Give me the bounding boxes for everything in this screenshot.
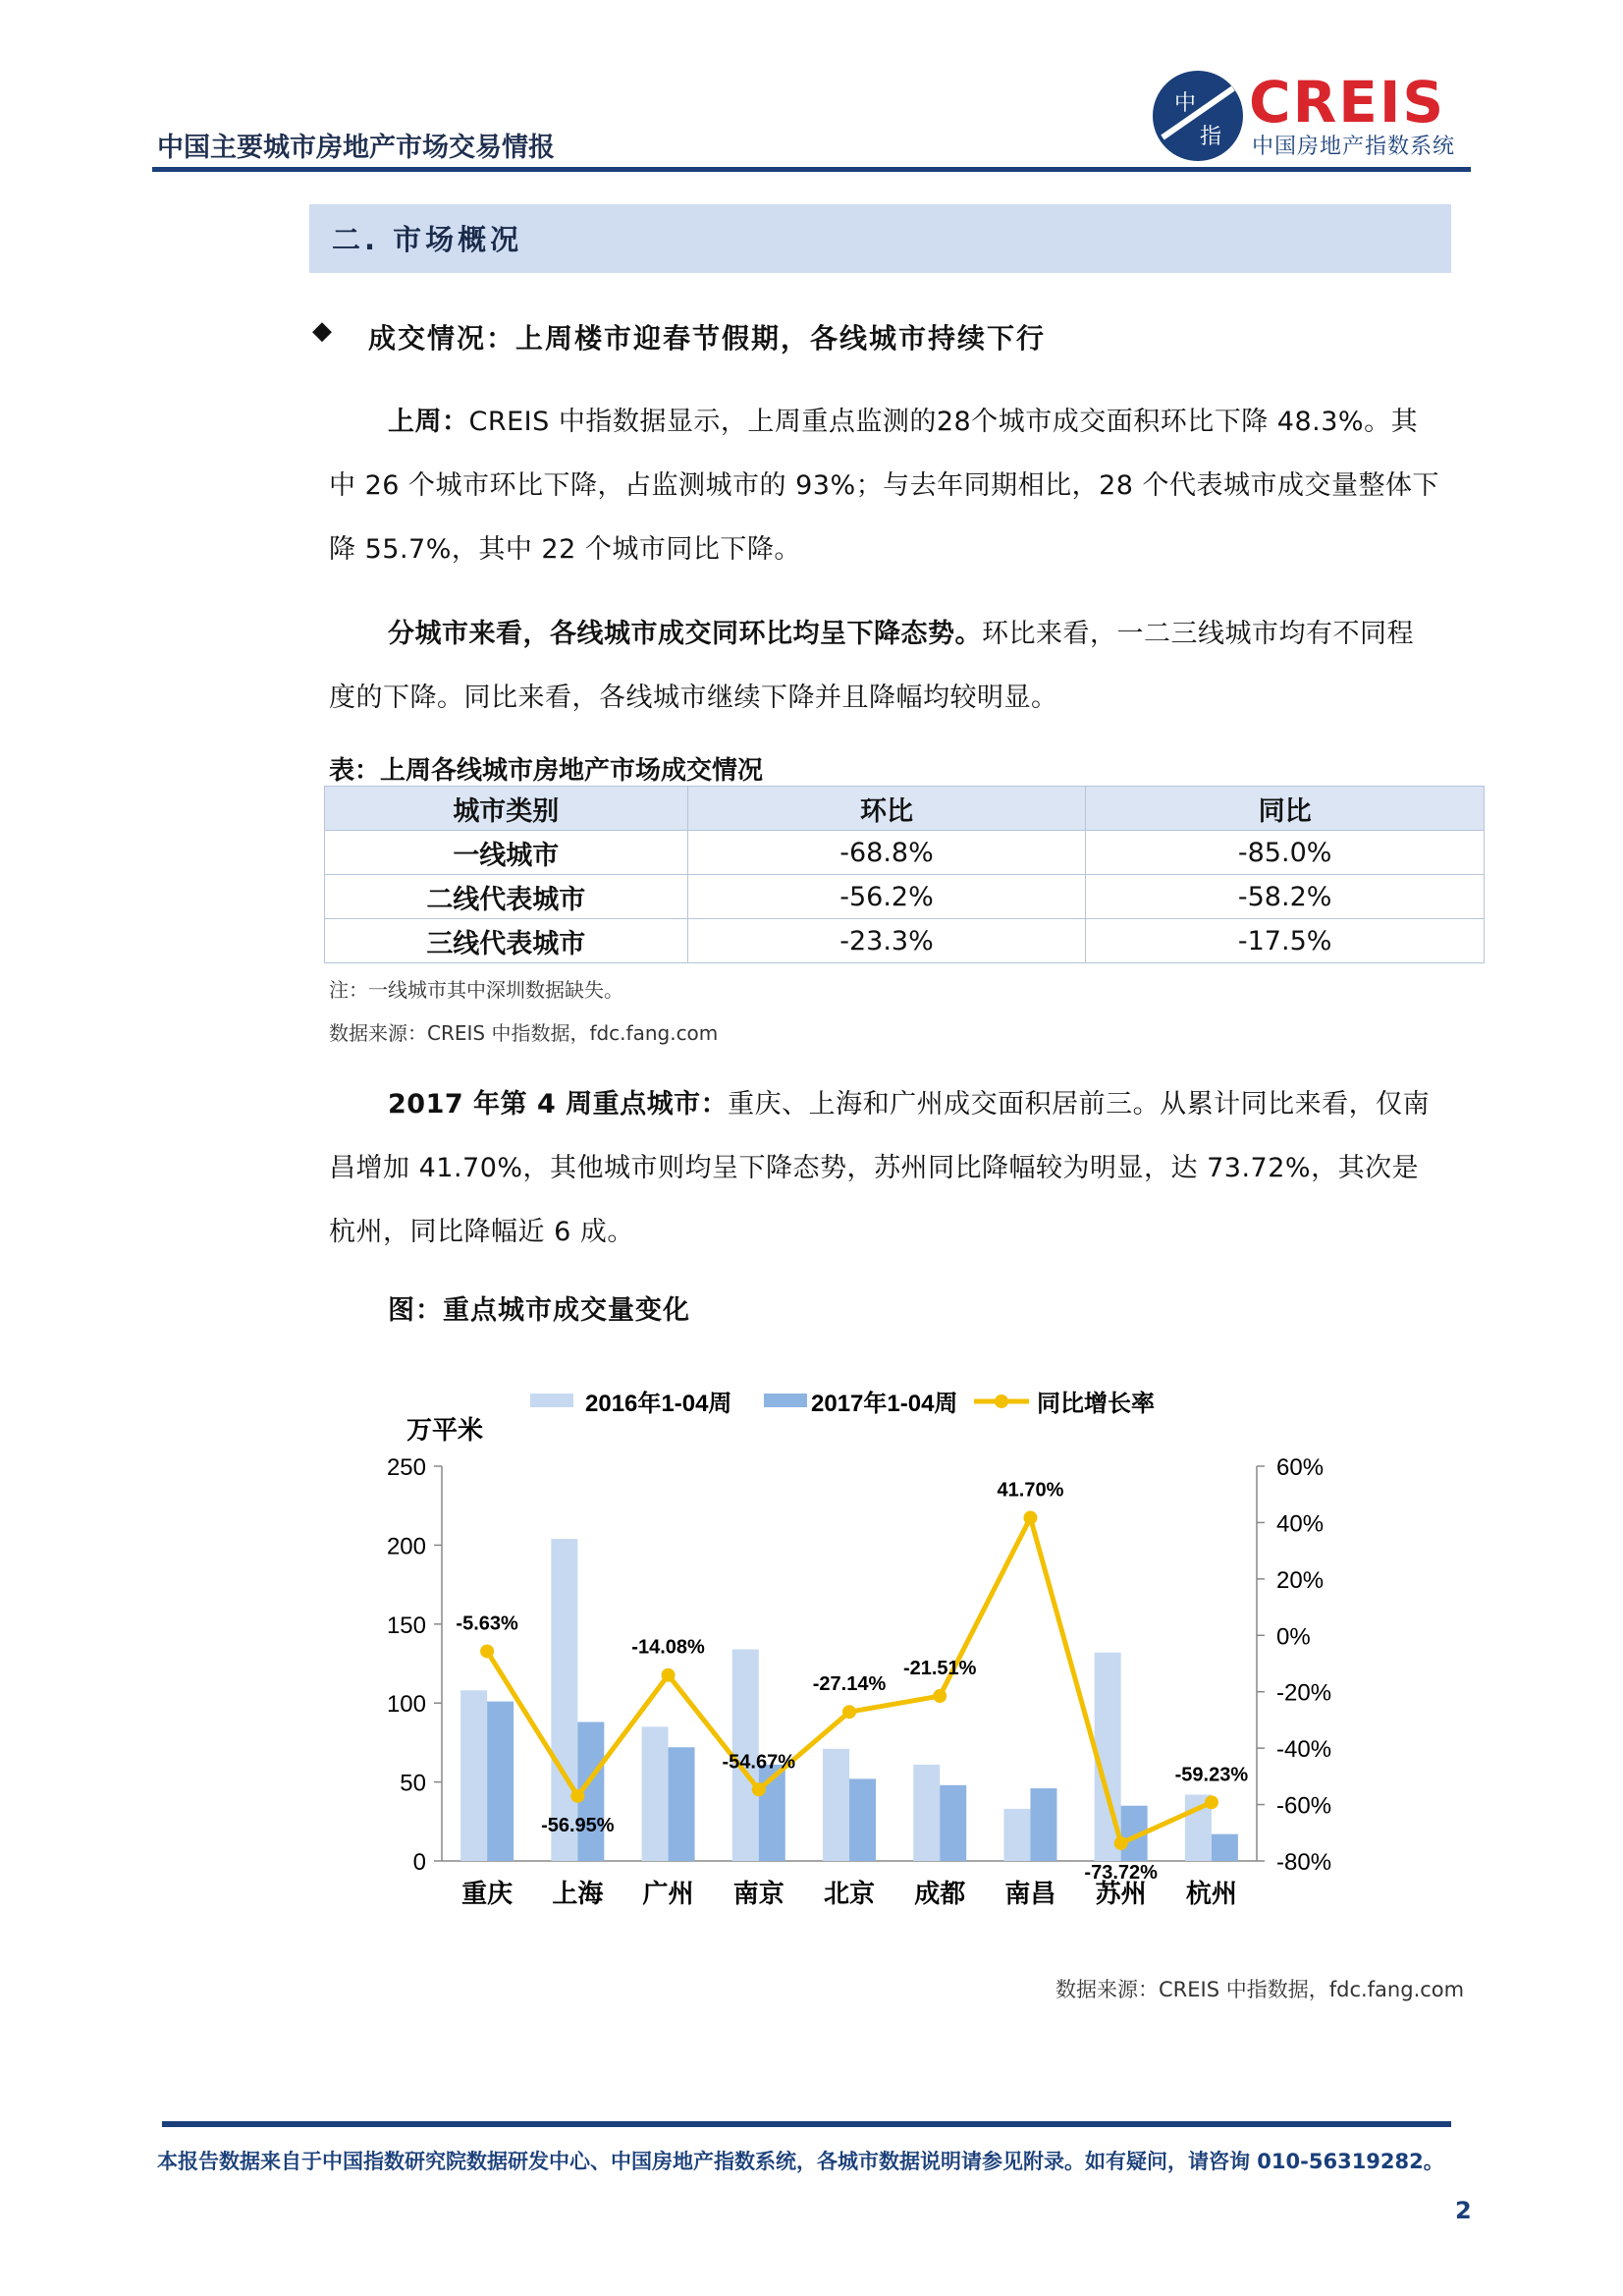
table-header: 同比: [1086, 787, 1485, 831]
bar-2017: [487, 1702, 514, 1861]
header-divider: [152, 167, 1471, 172]
bar-2017: [940, 1785, 966, 1861]
y-tick-label: 0: [412, 1849, 426, 1876]
category-label: 南昌: [1004, 1879, 1056, 1908]
growth-rate-point: [480, 1644, 494, 1658]
bar-2016: [1003, 1809, 1030, 1861]
paragraph-weekly: [329, 390, 1458, 581]
category-label: 成都: [914, 1879, 966, 1908]
bar-2016: [823, 1749, 849, 1861]
y2-tick-label: 60%: [1276, 1454, 1325, 1481]
chart-source: 数据来源：CREIS 中指数据，fdc.fang.com: [1055, 1978, 1465, 2001]
para2-line1: 环比来看，一二三线城市均有不同程: [982, 619, 1414, 649]
growth-rate-point: [842, 1705, 856, 1719]
growth-rate-point: [1114, 1836, 1128, 1850]
page-number: 2: [1455, 2197, 1472, 2224]
growth-rate-point: [570, 1789, 584, 1803]
table-cell: -23.3%: [687, 919, 1086, 963]
table-source: 数据来源：CREIS 中指数据，fdc.fang.com: [329, 1021, 719, 1045]
category-label: 重庆: [461, 1879, 514, 1908]
legend-label-2017: 2017年1-04周: [811, 1391, 958, 1417]
y2-tick-label: -40%: [1276, 1736, 1332, 1764]
table-header-row: [325, 787, 1485, 831]
legend-marker-growth: [995, 1394, 1008, 1408]
logo-subtitle: 中国房地产指数系统: [1252, 135, 1456, 159]
y2-tick-label: -80%: [1276, 1849, 1332, 1876]
para3-lead: 2017 年第 4 周重点城市：: [388, 1089, 729, 1120]
growth-rate-point: [752, 1782, 766, 1796]
figure-caption: 图：重点城市成交量变化: [388, 1295, 690, 1326]
footer-disclaimer: 本报告数据来自于中国指数研究院数据研发中心、中国房地产指数系统，各城市数据说明请参见附录。如有疑问，请咨询 010-56319282。: [157, 2150, 1444, 2173]
table-row: [325, 875, 1485, 919]
creis-logo-icon: [1149, 67, 1247, 165]
subheading: 成交情况：上周楼市迎春节假期，各线城市持续下行: [368, 322, 1047, 355]
bar-2016: [913, 1765, 940, 1861]
table-note: 注：一线城市其中深圳数据缺失。: [329, 978, 623, 1002]
growth-rate-label: -5.63%: [456, 1613, 518, 1635]
legend-swatch-2017: [764, 1394, 807, 1407]
y2-tick-label: -60%: [1276, 1792, 1332, 1820]
para1-line2: 中 26 个城市环比下降，占监测城市的 93%；与去年同期相比，28 个代表城市成交量整体下: [329, 470, 1440, 501]
growth-rate-label: 41.70%: [997, 1479, 1064, 1502]
table-cell: -56.2%: [687, 875, 1086, 919]
y-tick-label: 200: [386, 1533, 426, 1560]
table-cell: 三线代表城市: [325, 919, 688, 963]
growth-rate-point: [1023, 1511, 1037, 1525]
category-label: 苏州: [1095, 1879, 1147, 1908]
category-label: 杭州: [1185, 1879, 1237, 1908]
legend-label-growth: 同比增长率: [1037, 1391, 1155, 1417]
bar-2017: [1030, 1788, 1056, 1861]
legend-label-2016: 2016年1-04周: [585, 1391, 732, 1417]
legend-swatch-2016: [530, 1394, 573, 1407]
bar-2017: [669, 1747, 695, 1861]
y-tick-label: 50: [400, 1770, 426, 1797]
category-label: 广州: [642, 1879, 694, 1908]
growth-rate-label: -14.08%: [631, 1636, 705, 1659]
table-row: [325, 831, 1485, 875]
table-cell: 二线代表城市: [325, 875, 688, 919]
table-header: 城市类别: [325, 787, 688, 831]
table-cell: -68.8%: [687, 831, 1086, 875]
para2-lead: 分城市来看，各线城市成交同环比均呈下降态势。: [388, 619, 982, 649]
y2-tick-label: -20%: [1276, 1679, 1332, 1707]
category-label: 上海: [552, 1879, 604, 1908]
table-caption: 表：上周各线城市房地产市场成交情况: [329, 756, 764, 786]
bar-2016: [551, 1539, 577, 1861]
para1-line3: 降 55.7%，其中 22 个城市同比下降。: [329, 534, 801, 565]
para3-line1: 重庆、上海和广州成交面积居前三。从累计同比来看，仅南: [728, 1089, 1431, 1120]
growth-rate-label: -54.67%: [722, 1751, 796, 1774]
y2-tick-label: 20%: [1276, 1566, 1325, 1594]
para3-line2: 昌增加 41.70%，其他城市则均呈下降态势，苏州同比降幅较为明显，达 73.72%，其次是: [329, 1153, 1420, 1183]
category-label: 北京: [823, 1879, 876, 1908]
bar-2016: [460, 1690, 487, 1861]
key-city-volume-chart: [373, 1370, 1355, 1940]
y2-tick-label: 0%: [1276, 1623, 1311, 1651]
growth-rate-point: [662, 1668, 676, 1682]
growth-rate-label: -27.14%: [812, 1673, 887, 1696]
table-row: [325, 919, 1485, 963]
city-tier-table: [324, 786, 1485, 963]
logo-char-2: 指: [1200, 125, 1222, 149]
growth-rate-point: [1205, 1795, 1218, 1809]
para1-line1: CREIS 中指数据显示，上周重点监测的28个城市成交面积环比下降 48.3%。其: [468, 407, 1419, 437]
y-axis-label: 万平米: [406, 1415, 484, 1445]
paragraph-city-tiers: [329, 602, 1458, 730]
logo-char-1: 中: [1174, 91, 1197, 116]
growth-rate-point: [933, 1689, 947, 1703]
bar-2017: [849, 1778, 876, 1861]
table-header: 环比: [687, 787, 1086, 831]
y2-tick-label: 40%: [1276, 1510, 1325, 1538]
y-tick-label: 250: [386, 1454, 426, 1481]
paragraph-key-cities: [329, 1072, 1458, 1264]
category-label: 南京: [732, 1879, 784, 1908]
bar-2016: [642, 1726, 669, 1861]
section-title: 二. 市场概况: [332, 223, 523, 256]
para3-line3: 杭州，同比降幅近 6 成。: [329, 1217, 634, 1247]
growth-rate-label: -59.23%: [1174, 1764, 1249, 1786]
footer-divider: [162, 2121, 1451, 2127]
para2-line2: 度的下降。同比来看，各线城市继续下降并且降幅均较明显。: [329, 683, 1058, 713]
y-tick-label: 150: [386, 1612, 426, 1639]
growth-rate-label: -56.95%: [541, 1814, 615, 1836]
report-title: 中国主要城市房地产市场交易情报: [157, 133, 555, 163]
logo-wordmark: CREIS: [1249, 69, 1446, 136]
diamond-bullet-icon: ◆: [312, 316, 332, 346]
para1-lead: 上周：: [388, 407, 469, 437]
table-cell: -17.5%: [1086, 919, 1485, 963]
growth-rate-label: -21.51%: [902, 1658, 977, 1680]
growth-rate-label: -73.72%: [1084, 1861, 1158, 1884]
bar-2017: [1212, 1834, 1238, 1861]
y-tick-label: 100: [386, 1691, 426, 1719]
table-cell: -85.0%: [1086, 831, 1485, 875]
table-cell: 一线城市: [325, 831, 688, 875]
table-cell: -58.2%: [1086, 875, 1485, 919]
